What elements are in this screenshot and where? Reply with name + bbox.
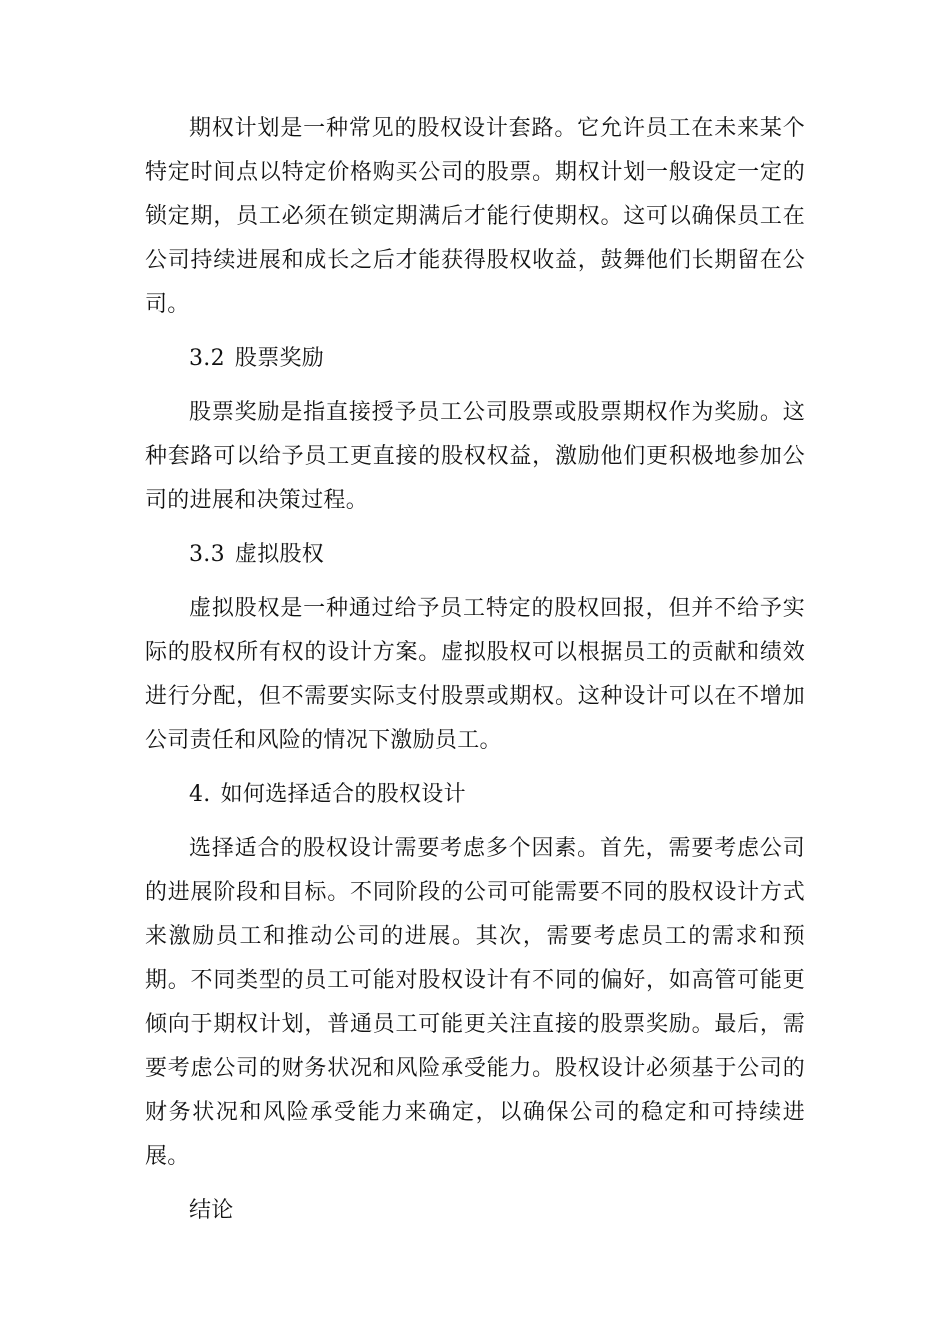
section-title: 股票奖励 — [234, 346, 325, 371]
paragraph-option-plan: 期权计划是一种常见的股权设计套路。它允许员工在未来某个特定时间点以特定价格购买公司的股票。期权计划一般设定一定的锁定期，员工必须在锁定期满后才能行使期权。这可以确保员工在公司持续进展和成长之后才能获得股权收益，鼓舞他们长期留在公司。 — [145, 116, 805, 317]
section-heading-3-2 — [145, 337, 805, 381]
section-title: 如何选择适合的股权设计 — [220, 782, 466, 807]
section-number: 3.2 — [189, 346, 225, 371]
document-page — [145, 107, 805, 1243]
section-number: 4. — [189, 782, 211, 807]
paragraph-virtual-equity: 虚拟股权是一种通过给予员工特定的股权回报，但并不给予实际的股权所有权的设计方案。虚拟股权可以根据员工的贡献和绩效进行分配，但不需要实际支付股票或期权。这种设计可以在不增加公司责任和风险的情况下激励员工。 — [145, 596, 805, 753]
section-number: 3.3 — [189, 542, 225, 567]
section-heading-3-3 — [145, 533, 805, 577]
paragraph-choose-design: 选择适合的股权设计需要考虑多个因素。首先，需要考虑公司的进展阶段和目标。不同阶段的公司可能需要不同的股权设计方式来激励员工和推动公司的进展。其次，需要考虑员工的需求和预期。不同类型的员工可能对股权设计有不同的偏好，如高管可能更倾向于期权计划，普通员工可能更关注直接的股票奖励。最后，需要考虑公司的财务状况和风险承受能力。股权设计必须基于公司的财务状况和风险承受能力来确定，以确保公司的稳定和可持续进展。 — [145, 836, 805, 1169]
paragraph-stock-award: 股票奖励是指直接授予员工公司股票或股票期权作为奖励。这种套路可以给予员工更直接的股权权益，激励他们更积极地参加公司的进展和决策过程。 — [145, 400, 805, 513]
section-title: 虚拟股权 — [234, 542, 325, 567]
section-heading-conclusion: 结论 — [189, 1198, 234, 1223]
section-heading-4 — [145, 773, 805, 817]
